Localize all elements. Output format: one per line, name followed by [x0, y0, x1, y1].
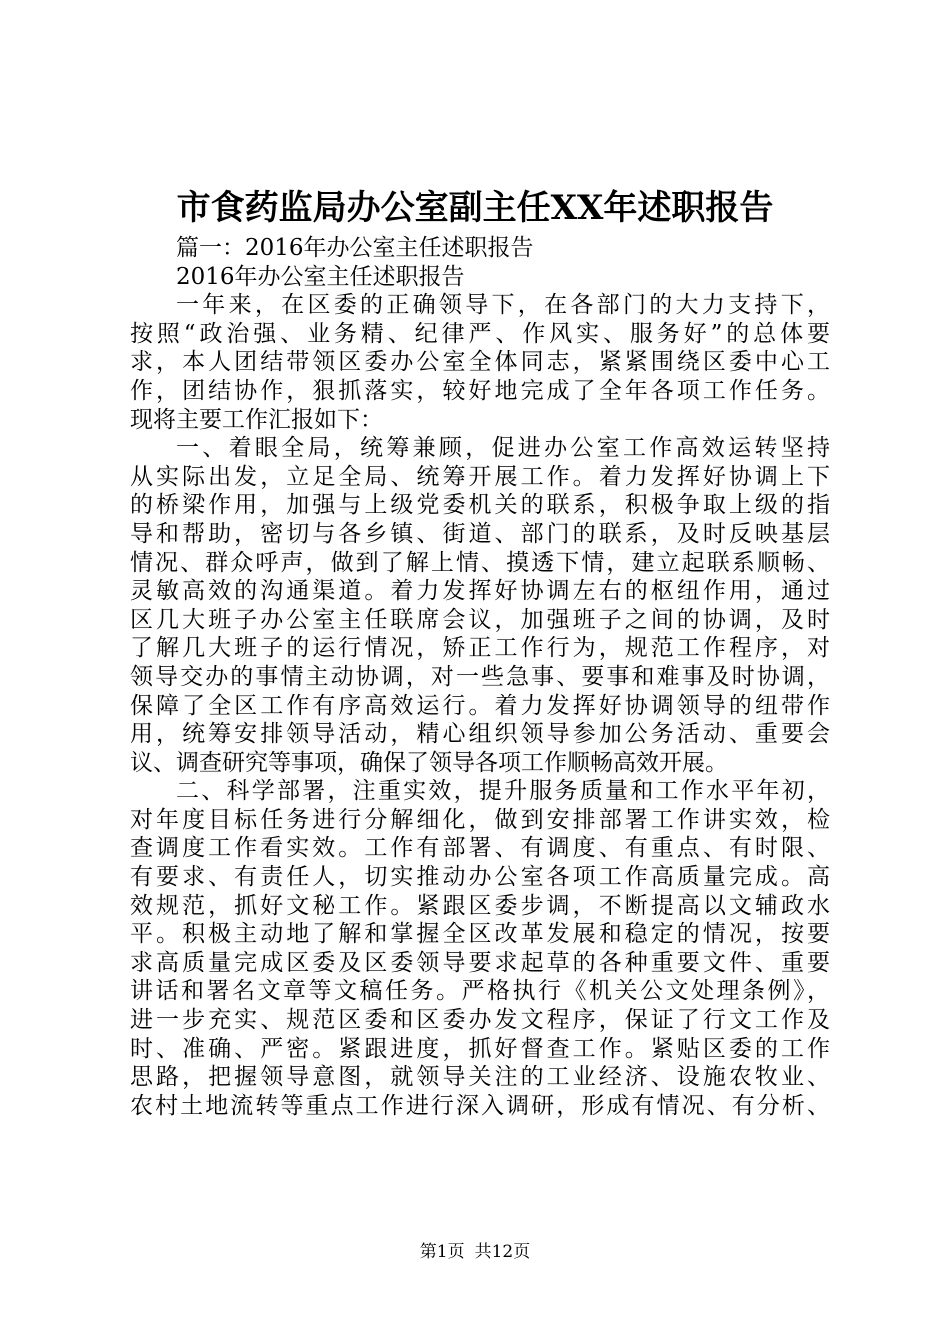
- body-line: 有要求、有责任人，切实推动办公室各项工作高质量完成。高: [130, 864, 830, 891]
- body-line: 一、着眼全局，统筹兼顾，促进办公室工作高效运转坚持: [176, 435, 830, 462]
- body-line: 区几大班子办公室主任联席会议，加强班子之间的协调，及时: [130, 606, 830, 633]
- body-line: 农村土地流转等重点工作进行深入调研，形成有情况、有分析、: [130, 1092, 830, 1119]
- body-line: 篇一：2016年办公室主任述职报告: [176, 235, 534, 261]
- body-line: 用，统筹安排领导活动，精心组织领导参加公务活动、重要会: [130, 721, 830, 748]
- body-line: 对年度目标任务进行分解细化，做到安排部署工作讲实效，检: [130, 806, 830, 833]
- body-line: 现将主要工作汇报如下：: [130, 406, 383, 433]
- body-line: 二、科学部署，注重实效，提升服务质量和工作水平年初，: [176, 778, 830, 805]
- body-line: 了解几大班子的运行情况，矫正工作行为，规范工作程序，对: [130, 635, 830, 662]
- body-line: 灵敏高效的沟通渠道。着力发挥好协调左右的枢纽作用，通过: [130, 578, 830, 605]
- body-line: 议、调查研究等事项，确保了领导各项工作顺畅高效开展。: [130, 749, 728, 776]
- body-line: 保障了全区工作有序高效运行。着力发挥好协调领导的纽带作: [130, 692, 830, 719]
- body-line: 领导交办的事情主动协调，对一些急事、要事和难事及时协调，: [130, 663, 830, 690]
- document-body: [130, 234, 830, 1120]
- body-line: 求高质量完成区委及区委领导要求起草的各种重要文件、重要: [130, 949, 830, 976]
- body-line: 求，本人团结带领区委办公室全体同志，紧紧围绕区委中心工: [130, 349, 830, 376]
- body-line: 情况、群众呼声，做到了解上情、摸透下情，建立起联系顺畅、: [130, 549, 830, 576]
- body-line: 的桥梁作用，加强与上级党委机关的联系，积极争取上级的指: [130, 492, 830, 519]
- body-line: 进一步充实、规范区委和区委办发文程序，保证了行文工作及: [130, 1007, 830, 1034]
- document-title: 市食药监局办公室副主任XX年述职报告: [176, 188, 774, 228]
- body-line: 时、准确、严密。紧跟进度，抓好督查工作。紧贴区委的工作: [130, 1035, 830, 1062]
- body-line: 导和帮助，密切与各乡镇、街道、部门的联系，及时反映基层: [130, 520, 830, 547]
- body-line: 效规范，抓好文秘工作。紧跟区委步调，不断提高以文辅政水: [130, 892, 830, 919]
- body-line: 一年来，在区委的正确领导下，在各部门的大力支持下，: [176, 292, 830, 319]
- page-footer: [0, 1240, 950, 1264]
- body-line: 作，团结协作，狠抓落实，较好地完成了全年各项工作任务。: [130, 377, 830, 404]
- body-line: 按照“政治强、业务精、纪律严、作风实、服务好”的总体要: [130, 320, 830, 347]
- body-line: 查调度工作看实效。工作有部署、有调度、有重点、有时限、: [130, 835, 830, 862]
- body-line: 讲话和署名文章等文稿任务。严格执行《机关公文处理条例》，: [130, 978, 830, 1005]
- body-line: 思路，把握领导意图，就领导关注的工业经济、设施农牧业、: [130, 1064, 830, 1091]
- body-line: 平。积极主动地了解和掌握全区改革发展和稳定的情况，按要: [130, 921, 830, 948]
- body-line: 2016年办公室主任述职报告: [176, 263, 465, 290]
- page-number: 第1页: [419, 1242, 465, 1262]
- body-line: 从实际出发，立足全局、统筹开展工作。着力发挥好协调上下: [130, 463, 830, 490]
- page-total: 共12页: [474, 1242, 531, 1262]
